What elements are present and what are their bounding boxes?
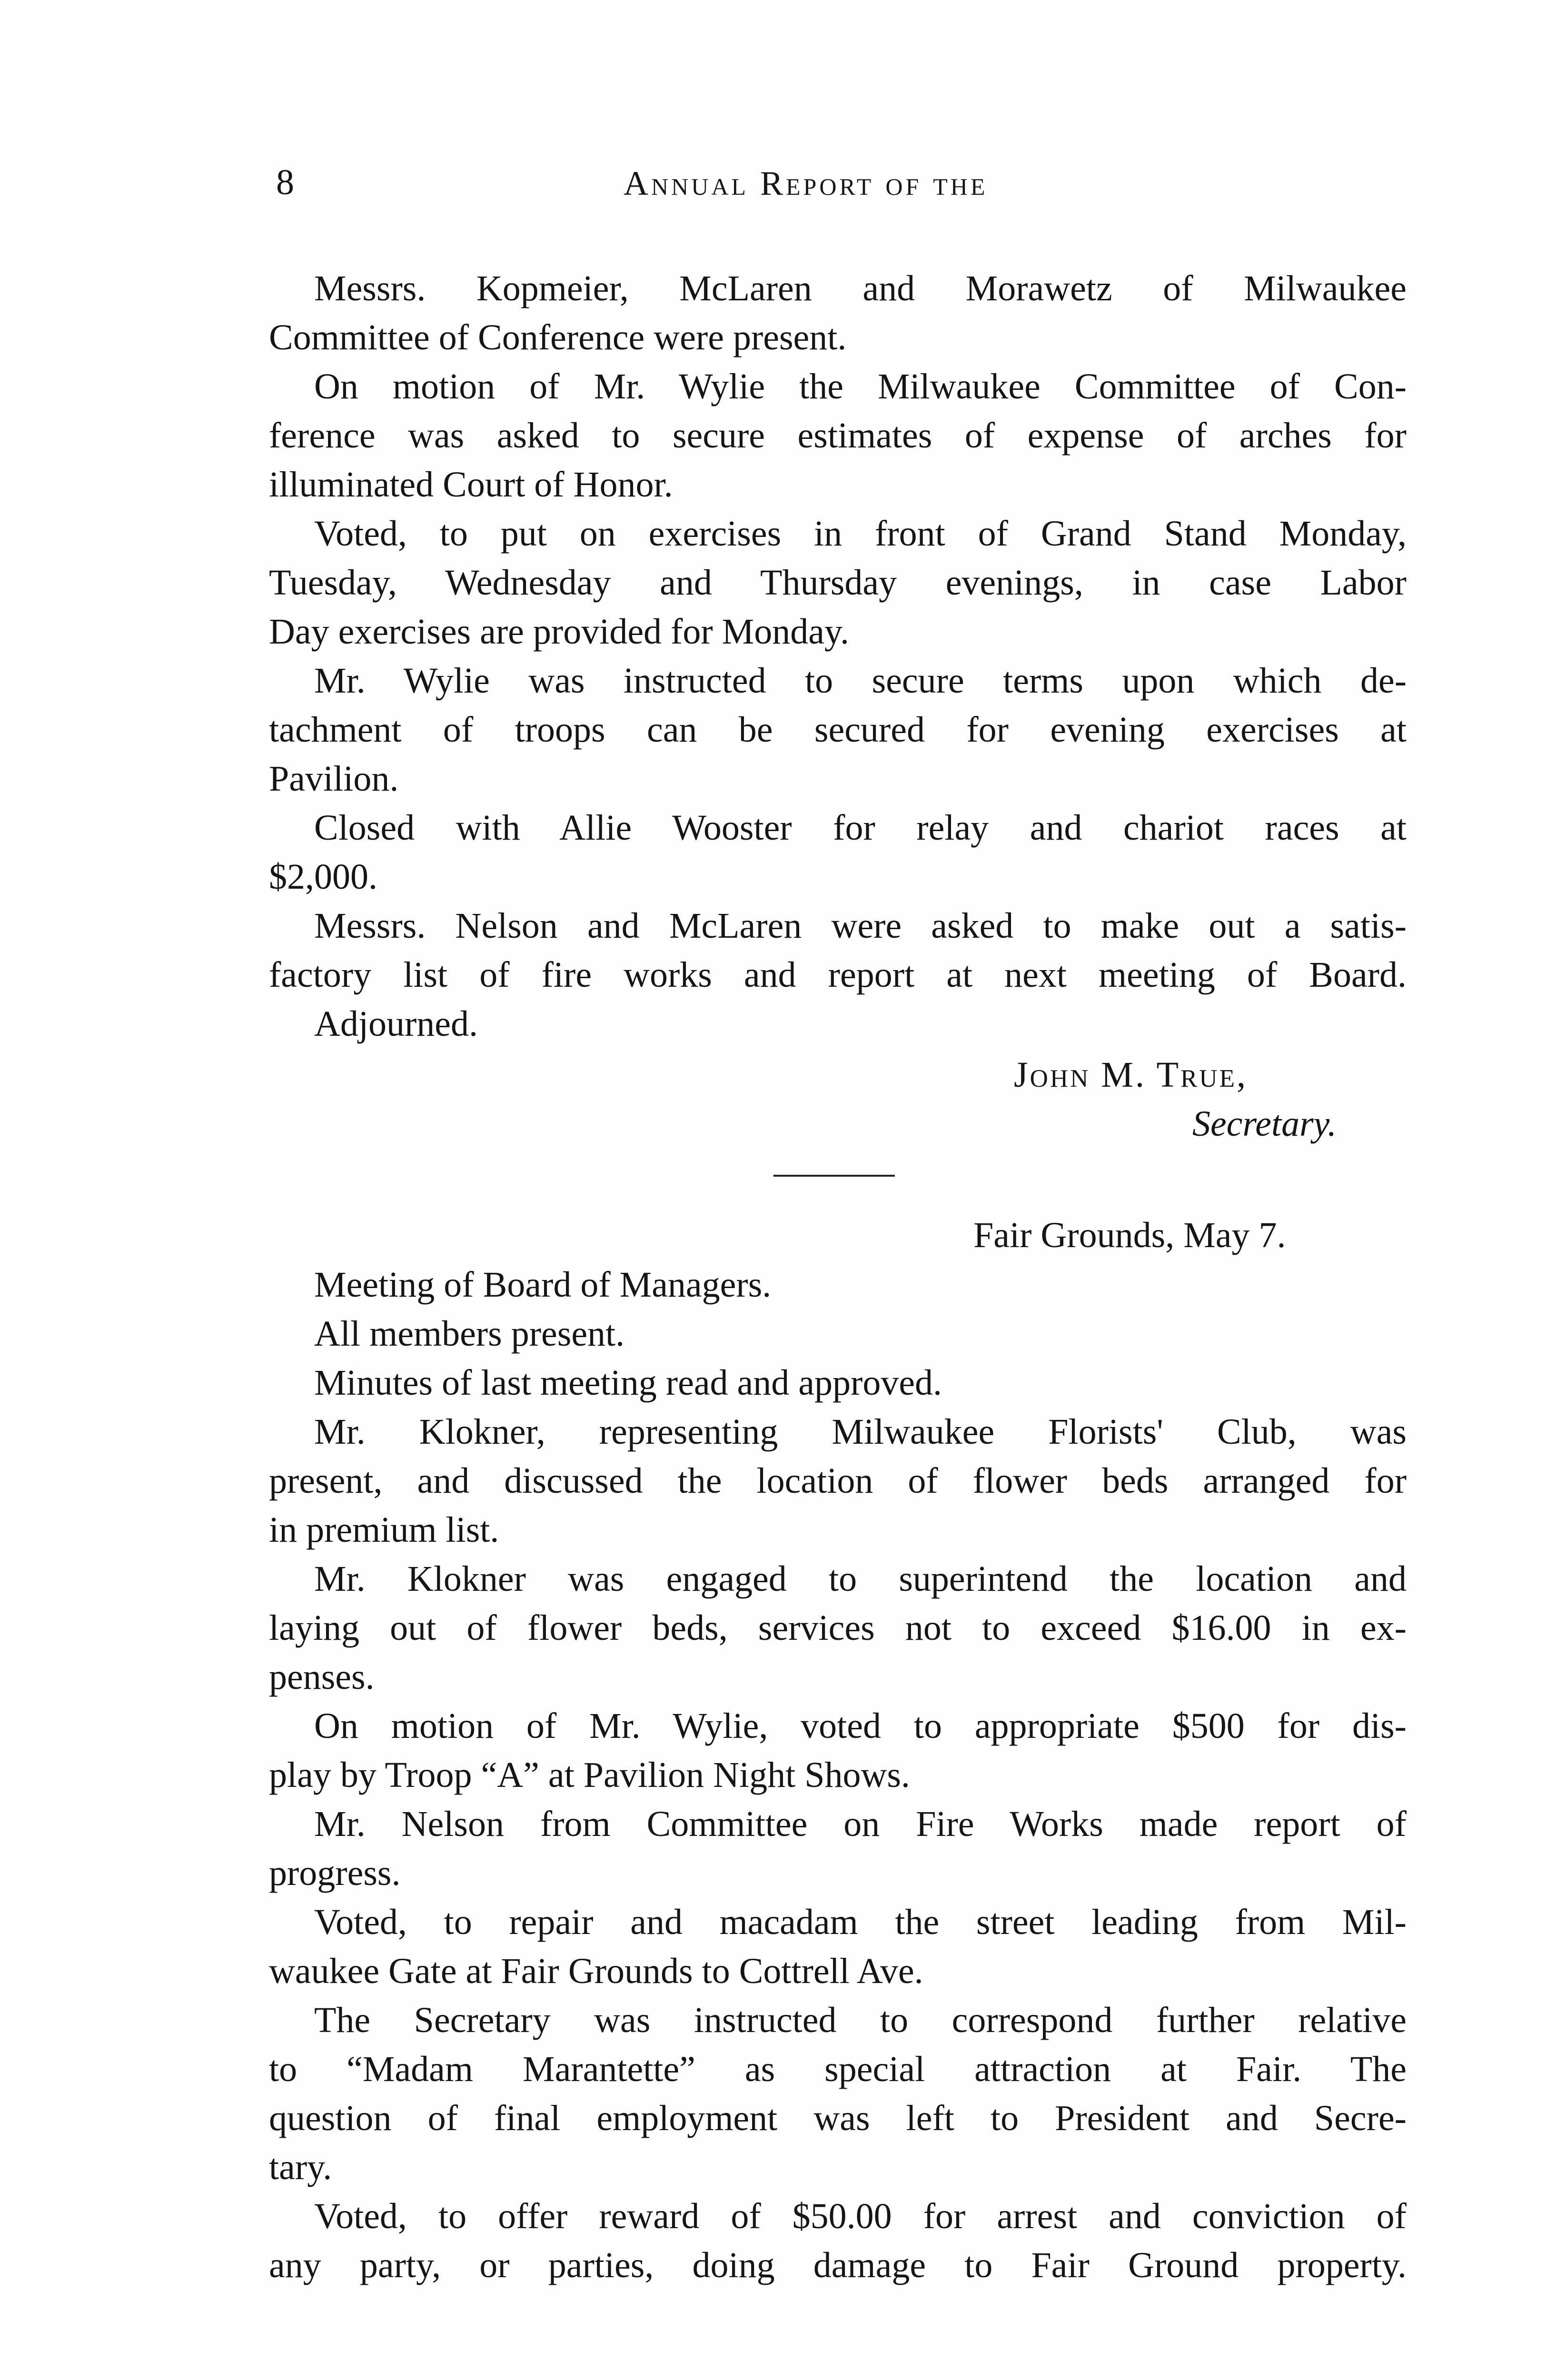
text-line: to “Madam Marantette” as special attraction at Fair. The xyxy=(269,2049,1407,2089)
text-line: Mr. Wylie was instructed to secure terms upon which de- xyxy=(314,661,1407,701)
text-line: tary. xyxy=(269,2147,332,2187)
signature-name: John M. True, xyxy=(1014,1055,1248,1095)
text-line: Tuesday, Wednesday and Thursday evenings, in case Labor xyxy=(269,563,1407,603)
text-line: waukee Gate at Fair Grounds to Cottrell Ave. xyxy=(269,1951,923,1991)
text-line: present, and discussed the location of flower beds arranged for xyxy=(269,1461,1407,1501)
text-line: tachment of troops can be secured for evening exercises at xyxy=(269,710,1407,750)
text-line: Mr. Nelson from Committee on Fire Works made report of xyxy=(314,1804,1407,1844)
text-line: in premium list. xyxy=(269,1510,499,1550)
text-line: Meeting of Board of Managers. xyxy=(314,1265,772,1305)
text-line: All members present. xyxy=(314,1314,625,1354)
text-line: any party, or parties, doing damage to Fair Ground property. xyxy=(269,2245,1407,2285)
text-line: Day exercises are provided for Monday. xyxy=(269,612,850,652)
text-line: Mr. Klokner was engaged to superintend the location and xyxy=(314,1559,1407,1599)
text-line: play by Troop “A” at Pavilion Night Shows. xyxy=(269,1755,910,1795)
text-line: On motion of Mr. Wylie the Milwaukee Committee of Con- xyxy=(314,367,1407,407)
text-line: Voted, to offer reward of $50.00 for arrest and conviction of xyxy=(314,2196,1407,2236)
text-line: illuminated Court of Honor. xyxy=(269,465,673,505)
running-head: Annual Report of the xyxy=(624,164,988,202)
minutes-section-1 xyxy=(269,264,1407,1049)
text-line: Messrs. Kopmeier, McLaren and Morawetz of Milwaukee xyxy=(314,268,1407,308)
text-line: Adjourned. xyxy=(314,1004,478,1044)
page-header xyxy=(267,162,1409,219)
text-line: The Secretary was instructed to correspond further relative xyxy=(314,2000,1407,2040)
page-number: 8 xyxy=(276,162,294,202)
text-line: $2,000. xyxy=(269,857,377,897)
text-line: progress. xyxy=(269,1853,401,1893)
signature-title: Secretary. xyxy=(1192,1104,1337,1144)
text-line: Minutes of last meeting read and approved. xyxy=(314,1363,942,1403)
meeting-dateline: Fair Grounds, May 7. xyxy=(973,1215,1286,1255)
text-line: Pavilion. xyxy=(269,759,399,799)
text-line: laying out of flower beds, services not to exceed $16.00 in ex- xyxy=(269,1608,1407,1648)
text-line: Messrs. Nelson and McLaren were asked to make out a satis- xyxy=(314,906,1407,946)
text-line: factory list of fire works and report at next meeting of Board. xyxy=(269,955,1407,995)
text-line: ference was asked to secure estimates of expense of arches for xyxy=(269,416,1407,456)
text-line: penses. xyxy=(269,1657,375,1697)
text-line: Voted, to put on exercises in front of Grand Stand Monday, xyxy=(314,514,1407,554)
text-line: Voted, to repair and macadam the street leading from Mil- xyxy=(314,1902,1407,1942)
section-divider xyxy=(773,1175,895,1177)
text-line: Committee of Conference were present. xyxy=(269,317,847,357)
minutes-section-2 xyxy=(269,1260,1407,2290)
text-line: Mr. Klokner, representing Milwaukee Florists' Club, was xyxy=(314,1412,1407,1452)
text-line: On motion of Mr. Wylie, voted to appropriate $500 for dis- xyxy=(314,1706,1407,1746)
text-line: question of final employment was left to President and Secre- xyxy=(269,2098,1407,2138)
text-line: Closed with Allie Wooster for relay and chariot races at xyxy=(314,808,1407,848)
